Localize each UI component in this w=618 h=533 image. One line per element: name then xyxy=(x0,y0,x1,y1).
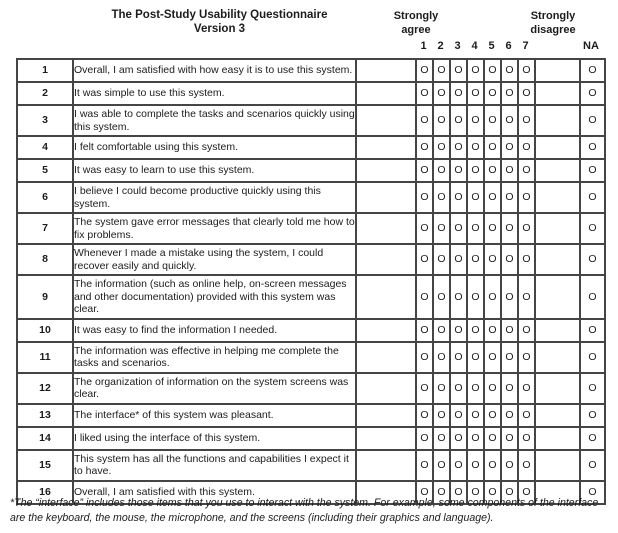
na-option[interactable]: O xyxy=(580,136,605,159)
write-in-cell xyxy=(356,342,416,373)
question-text: I felt comfortable using this system. xyxy=(73,136,356,159)
rating-option-6[interactable]: O xyxy=(501,136,518,159)
rating-option-6[interactable]: O xyxy=(501,404,518,427)
question-number: 5 xyxy=(17,159,73,182)
blank-cell xyxy=(535,59,580,82)
rating-option-2[interactable]: O xyxy=(433,275,450,319)
blank-cell xyxy=(535,244,580,275)
rating-option-4[interactable]: O xyxy=(467,275,484,319)
rating-option-3[interactable]: O xyxy=(450,342,467,373)
question-number: 1 xyxy=(17,59,73,82)
question-number: 3 xyxy=(17,105,73,136)
question-text: I believe I could become productive quickly using this system. xyxy=(73,182,356,213)
question-row xyxy=(17,82,605,105)
write-in-cell xyxy=(356,427,416,450)
write-in-cell xyxy=(356,105,416,136)
blank-cell xyxy=(535,159,580,182)
rating-option-3[interactable]: O xyxy=(450,136,467,159)
na-option[interactable]: O xyxy=(580,275,605,319)
question-row xyxy=(17,319,605,342)
write-in-cell xyxy=(356,404,416,427)
rating-option-6[interactable]: O xyxy=(501,373,518,404)
rating-option-6[interactable]: O xyxy=(501,82,518,105)
scale-number-4: 4 xyxy=(471,40,478,52)
scale-number-7: 7 xyxy=(522,40,529,52)
rating-option-3[interactable]: O xyxy=(450,213,467,244)
rating-option-4[interactable]: O xyxy=(467,319,484,342)
na-option[interactable]: O xyxy=(580,450,605,481)
question-row xyxy=(17,342,605,373)
rating-option-3[interactable]: O xyxy=(450,404,467,427)
question-row xyxy=(17,373,605,404)
rating-option-6[interactable]: O xyxy=(501,427,518,450)
rating-option-2[interactable]: O xyxy=(433,159,450,182)
rating-option-3[interactable]: O xyxy=(450,82,467,105)
page-title xyxy=(78,8,361,36)
question-row xyxy=(17,136,605,159)
question-number: 9 xyxy=(17,275,73,319)
question-row xyxy=(17,59,605,82)
rating-option-1[interactable]: O xyxy=(416,319,433,342)
question-number: 7 xyxy=(17,213,73,244)
question-number: 2 xyxy=(17,82,73,105)
na-option[interactable]: O xyxy=(580,182,605,213)
rating-option-3[interactable]: O xyxy=(450,481,467,504)
rating-option-5[interactable]: O xyxy=(484,427,501,450)
question-text: The interface* of this system was pleasant. xyxy=(73,404,356,427)
rating-option-2[interactable]: O xyxy=(433,481,450,504)
rating-option-4[interactable]: O xyxy=(467,82,484,105)
rating-option-7[interactable]: O xyxy=(518,213,535,244)
write-in-cell xyxy=(356,136,416,159)
na-option[interactable]: O xyxy=(580,82,605,105)
question-row xyxy=(17,427,605,450)
rating-option-7[interactable]: O xyxy=(518,59,535,82)
rating-option-6[interactable]: O xyxy=(501,275,518,319)
question-text: The organization of information on the system screens was clear. xyxy=(73,373,356,404)
write-in-cell xyxy=(356,275,416,319)
rating-option-4[interactable]: O xyxy=(467,159,484,182)
rating-option-3[interactable]: O xyxy=(450,373,467,404)
na-option[interactable]: O xyxy=(580,319,605,342)
question-number: 4 xyxy=(17,136,73,159)
rating-option-3[interactable]: O xyxy=(450,59,467,82)
blank-cell xyxy=(535,105,580,136)
rating-option-4[interactable]: O xyxy=(467,105,484,136)
rating-option-4[interactable]: O xyxy=(467,427,484,450)
na-option[interactable]: O xyxy=(580,59,605,82)
rating-option-2[interactable]: O xyxy=(433,404,450,427)
rating-option-5[interactable]: O xyxy=(484,59,501,82)
na-option[interactable]: O xyxy=(580,427,605,450)
rating-option-2[interactable]: O xyxy=(433,244,450,275)
rating-option-5[interactable]: O xyxy=(484,159,501,182)
blank-cell xyxy=(535,342,580,373)
na-option[interactable]: O xyxy=(580,342,605,373)
rating-option-7[interactable]: O xyxy=(518,159,535,182)
rating-option-2[interactable]: O xyxy=(433,373,450,404)
rating-option-2[interactable]: O xyxy=(433,450,450,481)
rating-option-4[interactable]: O xyxy=(467,373,484,404)
question-text: The information (such as online help, on-screen messages and other documentation) provided with this system was clear. xyxy=(73,275,356,319)
scale-number-1: 1 xyxy=(420,40,427,52)
question-number: 13 xyxy=(17,404,73,427)
rating-option-1[interactable]: O xyxy=(416,404,433,427)
write-in-cell xyxy=(356,213,416,244)
write-in-cell xyxy=(356,182,416,213)
rating-option-7[interactable]: O xyxy=(518,342,535,373)
rating-option-1[interactable]: O xyxy=(416,450,433,481)
rating-option-5[interactable]: O xyxy=(484,342,501,373)
question-text: Overall, I am satisfied with this system. xyxy=(73,481,356,504)
rating-option-7[interactable]: O xyxy=(518,373,535,404)
title-line: The Post-Study Usability Questionnaire xyxy=(111,9,328,21)
rating-option-5[interactable]: O xyxy=(484,450,501,481)
blank-cell xyxy=(535,136,580,159)
rating-option-5[interactable]: O xyxy=(484,182,501,213)
rating-option-1[interactable]: O xyxy=(416,182,433,213)
question-number: 12 xyxy=(17,373,73,404)
question-row xyxy=(17,244,605,275)
rating-option-6[interactable]: O xyxy=(501,319,518,342)
scale-number-3: 3 xyxy=(454,40,461,52)
rating-option-7[interactable]: O xyxy=(518,404,535,427)
write-in-cell xyxy=(356,319,416,342)
rating-option-6[interactable]: O xyxy=(501,213,518,244)
rating-option-1[interactable]: O xyxy=(416,213,433,244)
scale-number-2: 2 xyxy=(437,40,444,52)
rating-option-7[interactable]: O xyxy=(518,136,535,159)
rating-option-6[interactable]: O xyxy=(501,59,518,82)
question-text: Whenever I made a mistake using the system, I could recover easily and quickly. xyxy=(73,244,356,275)
blank-cell xyxy=(535,275,580,319)
write-in-cell xyxy=(356,59,416,82)
rating-option-5[interactable]: O xyxy=(484,275,501,319)
rating-option-5[interactable]: O xyxy=(484,481,501,504)
write-in-cell xyxy=(356,159,416,182)
rating-option-7[interactable]: O xyxy=(518,481,535,504)
question-text: I liked using the interface of this system. xyxy=(73,427,356,450)
rating-option-7[interactable]: O xyxy=(518,82,535,105)
na-header: NA xyxy=(583,40,599,52)
rating-option-4[interactable]: O xyxy=(467,213,484,244)
scale-number-6: 6 xyxy=(505,40,512,52)
na-option[interactable]: O xyxy=(580,159,605,182)
rating-option-3[interactable]: O xyxy=(450,319,467,342)
rating-option-1[interactable]: O xyxy=(416,342,433,373)
question-number: 10 xyxy=(17,319,73,342)
rating-option-3[interactable]: O xyxy=(450,105,467,136)
na-option[interactable]: O xyxy=(580,244,605,275)
rating-option-7[interactable]: O xyxy=(518,105,535,136)
rating-option-2[interactable]: O xyxy=(433,59,450,82)
scale-strongly-agree: Strongly agree xyxy=(393,10,439,36)
blank-cell xyxy=(535,182,580,213)
rating-option-7[interactable]: O xyxy=(518,319,535,342)
questionnaire-table xyxy=(16,58,606,505)
rating-option-3[interactable]: O xyxy=(450,450,467,481)
rating-option-1[interactable]: O xyxy=(416,159,433,182)
rating-option-7[interactable]: O xyxy=(518,450,535,481)
rating-option-2[interactable]: O xyxy=(433,213,450,244)
rating-option-1[interactable]: O xyxy=(416,59,433,82)
rating-option-3[interactable]: O xyxy=(450,244,467,275)
rating-option-1[interactable]: O xyxy=(416,244,433,275)
blank-cell xyxy=(535,427,580,450)
rating-option-6[interactable]: O xyxy=(501,244,518,275)
rating-option-1[interactable]: O xyxy=(416,82,433,105)
blank-cell xyxy=(535,404,580,427)
rating-option-1[interactable]: O xyxy=(416,481,433,504)
question-row xyxy=(17,213,605,244)
rating-option-5[interactable]: O xyxy=(484,244,501,275)
rating-option-2[interactable]: O xyxy=(433,105,450,136)
footnote: *The “interface” includes those items that you use to interact with the system. For example, some components of the interface are the keyboard, the mouse, the microphone, and the screens (including their graphics and language). xyxy=(10,497,599,524)
question-number: 16 xyxy=(17,481,73,504)
rating-option-5[interactable]: O xyxy=(484,213,501,244)
rating-option-2[interactable]: O xyxy=(433,82,450,105)
questionnaire-body xyxy=(17,59,605,504)
question-text: It was easy to find the information I needed. xyxy=(73,319,356,342)
question-row xyxy=(17,159,605,182)
rating-option-3[interactable]: O xyxy=(450,427,467,450)
na-option[interactable]: O xyxy=(580,404,605,427)
question-text: I was able to complete the tasks and scenarios quickly using this system. xyxy=(73,105,356,136)
na-option[interactable]: O xyxy=(580,373,605,404)
question-number: 8 xyxy=(17,244,73,275)
na-option[interactable]: O xyxy=(580,481,605,504)
rating-option-4[interactable]: O xyxy=(467,342,484,373)
question-text: The system gave error messages that clearly told me how to fix problems. xyxy=(73,213,356,244)
rating-option-4[interactable]: O xyxy=(467,244,484,275)
rating-option-2[interactable]: O xyxy=(433,319,450,342)
rating-option-4[interactable]: O xyxy=(467,481,484,504)
rating-option-2[interactable]: O xyxy=(433,136,450,159)
scale-strongly-disagree: Strongly disagree xyxy=(530,10,576,36)
blank-cell xyxy=(535,319,580,342)
question-text: It was simple to use this system. xyxy=(73,82,356,105)
na-option[interactable]: O xyxy=(580,105,605,136)
rating-option-4[interactable]: O xyxy=(467,182,484,213)
question-text: This system has all the functions and capabilities I expect it to have. xyxy=(73,450,356,481)
rating-option-6[interactable]: O xyxy=(501,182,518,213)
blank-cell xyxy=(535,82,580,105)
question-number: 15 xyxy=(17,450,73,481)
rating-option-1[interactable]: O xyxy=(416,275,433,319)
question-row xyxy=(17,404,605,427)
rating-option-3[interactable]: O xyxy=(450,182,467,213)
rating-option-5[interactable]: O xyxy=(484,373,501,404)
question-number: 11 xyxy=(17,342,73,373)
rating-option-7[interactable]: O xyxy=(518,275,535,319)
rating-option-5[interactable]: O xyxy=(484,136,501,159)
rating-option-1[interactable]: O xyxy=(416,427,433,450)
na-option[interactable]: O xyxy=(580,213,605,244)
rating-option-6[interactable]: O xyxy=(501,105,518,136)
rating-option-6[interactable]: O xyxy=(501,481,518,504)
question-row xyxy=(17,450,605,481)
rating-option-1[interactable]: O xyxy=(416,105,433,136)
question-row xyxy=(17,182,605,213)
question-text: Overall, I am satisfied with how easy it is to use this system. xyxy=(73,59,356,82)
question-row xyxy=(17,105,605,136)
rating-option-7[interactable]: O xyxy=(518,182,535,213)
rating-option-6[interactable]: O xyxy=(501,450,518,481)
rating-option-5[interactable]: O xyxy=(484,82,501,105)
question-text: It was easy to learn to use this system. xyxy=(73,159,356,182)
rating-option-1[interactable]: O xyxy=(416,373,433,404)
rating-option-7[interactable]: O xyxy=(518,427,535,450)
question-number: 14 xyxy=(17,427,73,450)
blank-cell xyxy=(535,213,580,244)
rating-option-4[interactable]: O xyxy=(467,450,484,481)
rating-option-6[interactable]: O xyxy=(501,342,518,373)
rating-option-2[interactable]: O xyxy=(433,427,450,450)
rating-option-7[interactable]: O xyxy=(518,244,535,275)
blank-cell xyxy=(535,373,580,404)
scale-number-row xyxy=(415,40,534,52)
rating-option-3[interactable]: O xyxy=(450,275,467,319)
rating-option-3[interactable]: O xyxy=(450,159,467,182)
rating-option-5[interactable]: O xyxy=(484,319,501,342)
rating-option-4[interactable]: O xyxy=(467,404,484,427)
version-label: Version 3 xyxy=(193,23,246,35)
question-number: 6 xyxy=(17,182,73,213)
write-in-cell xyxy=(356,373,416,404)
blank-cell xyxy=(535,450,580,481)
rating-option-5[interactable]: O xyxy=(484,404,501,427)
question-text: The information was effective in helping me complete the tasks and scenarios. xyxy=(73,342,356,373)
write-in-cell xyxy=(356,244,416,275)
question-row xyxy=(17,275,605,319)
rating-option-5[interactable]: O xyxy=(484,105,501,136)
rating-option-2[interactable]: O xyxy=(433,182,450,213)
rating-option-4[interactable]: O xyxy=(467,136,484,159)
rating-option-4[interactable]: O xyxy=(467,59,484,82)
rating-option-6[interactable]: O xyxy=(501,159,518,182)
write-in-cell xyxy=(356,82,416,105)
write-in-cell xyxy=(356,450,416,481)
scale-number-5: 5 xyxy=(488,40,495,52)
rating-option-1[interactable]: O xyxy=(416,136,433,159)
rating-option-2[interactable]: O xyxy=(433,342,450,373)
